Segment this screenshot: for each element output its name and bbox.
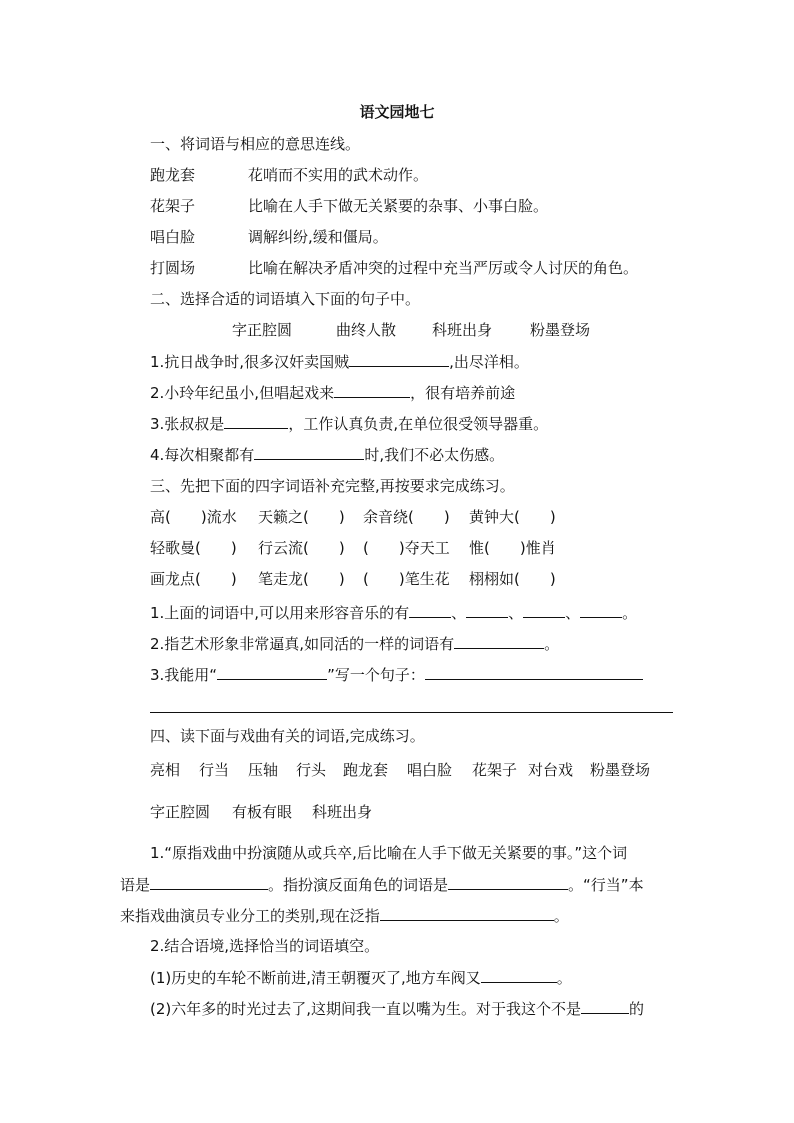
idiom-2-4: 惟( )惟肖 [469, 539, 556, 557]
opera-word: 亮相 [150, 761, 181, 779]
blank[interactable] [466, 602, 508, 618]
option-2: 曲终人散 [336, 321, 397, 339]
idiom-3-4: 栩栩如( ) [469, 570, 556, 588]
idiom-1-4: 黄钟大( ) [469, 508, 556, 526]
blank[interactable] [481, 967, 557, 983]
meaning-2: 比喻在人手下做无关紧要的杂事、小事白脸。 [248, 197, 549, 215]
blank[interactable] [581, 998, 629, 1014]
blank[interactable] [523, 602, 565, 618]
s4-question-1-line-1: 1.“原指戏曲中扮演随从或兵卒,后比喻在人手下做无关紧要的事。”这个词 [150, 844, 628, 862]
blank[interactable] [224, 413, 288, 429]
blank[interactable] [425, 664, 643, 680]
section4-heading: 四、读下面与戏曲有关的词语,完成练习。 [150, 727, 425, 745]
s3-question-3: 3.我能用“ ”写一个句子： [150, 664, 643, 685]
opera-words-row-2 [150, 802, 372, 822]
term-1: 跑龙套 [150, 166, 196, 184]
s2-question-3: 3.张叔叔是 ，工作认真负责,在单位很受领导器重。 [150, 415, 549, 433]
blank[interactable] [580, 602, 622, 618]
s2-question-2: 2.小玲年纪虽小,但唱起戏来 ，很有培养前途 [150, 384, 516, 402]
term-2: 花架子 [150, 197, 196, 215]
option-1: 字正腔圆 [232, 321, 293, 339]
idiom-2-3: ( )夺天工 [363, 539, 450, 557]
opera-word: 压轴 [248, 761, 279, 779]
blank[interactable] [448, 874, 568, 890]
s4-question-1-line-3: 来指戏曲演员专业分工的类别,现在泛指 。 [120, 907, 569, 925]
idiom-3-3: ( )笔生花 [363, 570, 450, 588]
section3-heading: 三、先把下面的四字词语补充完整,再按要求完成练习。 [150, 477, 515, 495]
opera-words-row-1 [150, 760, 650, 780]
term-3: 唱白脸 [150, 228, 196, 246]
idiom-3-1: 画龙点( ) [150, 570, 237, 588]
meaning-3: 调解纠纷,缓和僵局。 [248, 228, 388, 246]
blank[interactable] [217, 664, 327, 680]
opera-word: 对台戏 [528, 761, 574, 779]
blank[interactable] [349, 351, 449, 367]
answer-line[interactable] [150, 712, 673, 713]
s4-question-1-line-2: 语是 。指扮演反面角色的词语是 。“行当”本 [120, 876, 644, 894]
meaning-4: 比喻在解决矛盾冲突的过程中充当严厉或令人讨厌的角色。 [248, 259, 639, 277]
blank[interactable] [454, 633, 544, 649]
option-4: 粉墨登场 [530, 321, 591, 339]
meaning-1: 花哨而不实用的武术动作。 [248, 166, 429, 184]
opera-word: 粉墨登场 [590, 761, 651, 779]
idiom-1-1: 高( )流水 [150, 508, 237, 526]
opera-word: 行头 [296, 761, 327, 779]
opera-word: 唱白脸 [407, 761, 453, 779]
idiom-1-3: 余音绕( ) [363, 508, 450, 526]
opera-word: 行当 [199, 761, 230, 779]
opera-word: 科班出身 [312, 803, 373, 821]
s4-question-2-2: (2)六年多的时光过去了,这期间我一直以嘴为生。对于我这个不是 的 [150, 1000, 645, 1018]
term-4: 打圆场 [150, 259, 196, 277]
blank[interactable] [150, 874, 268, 890]
s4-question-2: 2.结合语境,选择恰当的词语填空。 [150, 937, 380, 955]
opera-word: 花架子 [472, 761, 518, 779]
opera-word: 跑龙套 [343, 761, 389, 779]
opera-word: 字正腔圆 [150, 803, 211, 821]
s2-question-1: 1.抗日战争时,很多汉奸卖国贼 ,出尽洋相。 [150, 353, 529, 371]
blank[interactable] [409, 602, 451, 618]
idiom-3-2: 笔走龙( ) [258, 570, 345, 588]
s3-question-2: 2.指艺术形象非常逼真,如同活的一样的词语有 。 [150, 635, 560, 653]
page-title: 语文园地七 [359, 103, 435, 121]
idiom-2-2: 行云流( ) [258, 539, 345, 557]
opera-word: 有板有眼 [232, 803, 293, 821]
section2-heading: 二、选择合适的词语填入下面的句子中。 [150, 290, 421, 308]
idiom-1-2: 天籁之( ) [258, 508, 345, 526]
section1-heading: 一、将词语与相应的意思连线。 [150, 135, 361, 153]
blank[interactable] [380, 905, 554, 921]
s3-question-1: 1.上面的词语中,可以用来形容音乐的有 、 、 、 。 [150, 604, 638, 622]
idiom-2-1: 轻歌曼( ) [150, 539, 237, 557]
option-3: 科班出身 [432, 321, 493, 339]
s2-question-4: 4.每次相聚都有 时,我们不必太伤感。 [150, 446, 505, 464]
s4-question-2-1: (1)历史的车轮不断前进,清王朝覆灭了,地方车阀又 。 [150, 969, 572, 987]
blank[interactable] [334, 382, 410, 398]
blank[interactable] [254, 444, 364, 460]
